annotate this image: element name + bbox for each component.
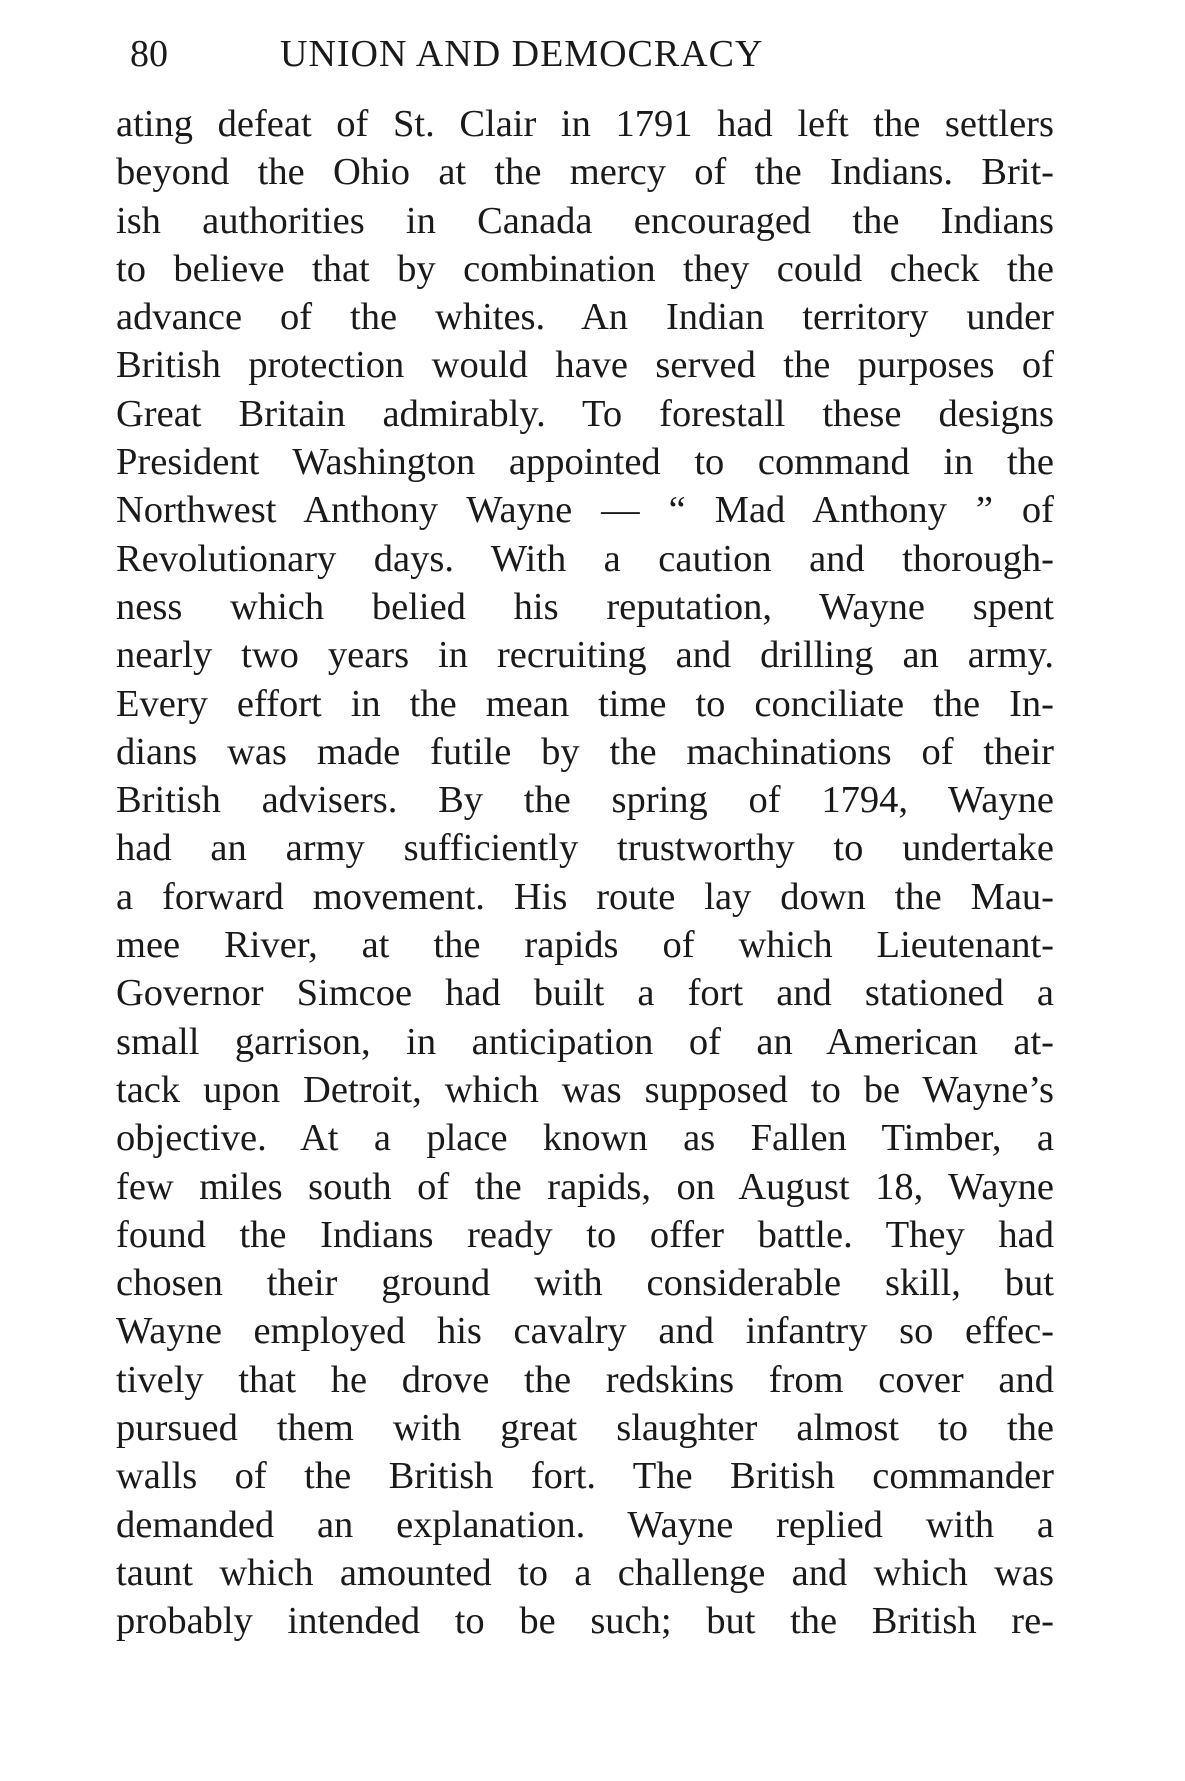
text-line: mee River, at the rapids of which Lieutenant- [116, 924, 1054, 967]
text-line: President Washington appointed to command in the [116, 441, 1054, 484]
text-line: ating defeat of St. Clair in 1791 had left the settlers [116, 103, 1054, 145]
text-line: probably intended to be such; but the British re- [116, 1600, 1054, 1643]
text-line: objective. At a place known as Fallen Timber, a [116, 1117, 1054, 1160]
text-line: walls of the British fort. The British commander [116, 1455, 1054, 1498]
text-line: Great Britain admirably. To forestall these designs [116, 392, 1054, 435]
text-line: British advisers. By the spring of 1794, Wayne [116, 779, 1054, 822]
body-text [116, 100, 1054, 1646]
text-line: Wayne employed his cavalry and infantry so effec- [116, 1310, 1054, 1353]
text-line: found the Indians ready to offer battle. They had [116, 1213, 1054, 1256]
text-line: ness which belied his reputation, Wayne spent [116, 585, 1054, 628]
running-title: UNION AND DEMOCRACY [280, 33, 764, 75]
text-line: Revolutionary days. With a caution and thorough- [116, 537, 1054, 580]
text-line: to believe that by combination they could check the [116, 247, 1054, 290]
text-line: demanded an explanation. Wayne replied with a [116, 1503, 1054, 1546]
text-line: few miles south of the rapids, on August 18, Wayne [116, 1165, 1054, 1208]
text-line: tively that he drove the redskins from cover and [116, 1358, 1054, 1401]
running-head [130, 30, 950, 78]
text-line: nearly two years in recruiting and drilling an army. [116, 634, 1054, 677]
text-line: dians was made futile by the machinations of their [116, 730, 1054, 773]
text-line: beyond the Ohio at the mercy of the Indians. Brit- [116, 151, 1054, 194]
text-line: Governor Simcoe had built a fort and stationed a [116, 972, 1054, 1015]
text-line: Northwest Anthony Wayne — “ Mad Anthony ” of [116, 489, 1054, 532]
text-line: a forward movement. His route lay down the Mau- [116, 875, 1054, 918]
text-line: advance of the whites. An Indian territory under [116, 296, 1054, 339]
text-line: tack upon Detroit, which was supposed to be Wayne’s [116, 1068, 1054, 1111]
text-line: had an army sufficiently trustworthy to undertake [116, 827, 1054, 870]
text-line: taunt which amounted to a challenge and which was [116, 1551, 1054, 1594]
page-number: 80 [130, 33, 168, 75]
text-line: small garrison, in anticipation of an American at- [116, 1020, 1054, 1063]
text-line: pursued them with great slaughter almost to the [116, 1407, 1054, 1450]
text-line: chosen their ground with considerable skill, but [116, 1262, 1054, 1305]
text-line: ish authorities in Canada encouraged the Indians [116, 199, 1054, 242]
text-line: British protection would have served the purposes of [116, 344, 1054, 387]
text-line: Every effort in the mean time to conciliate the In- [116, 682, 1054, 725]
